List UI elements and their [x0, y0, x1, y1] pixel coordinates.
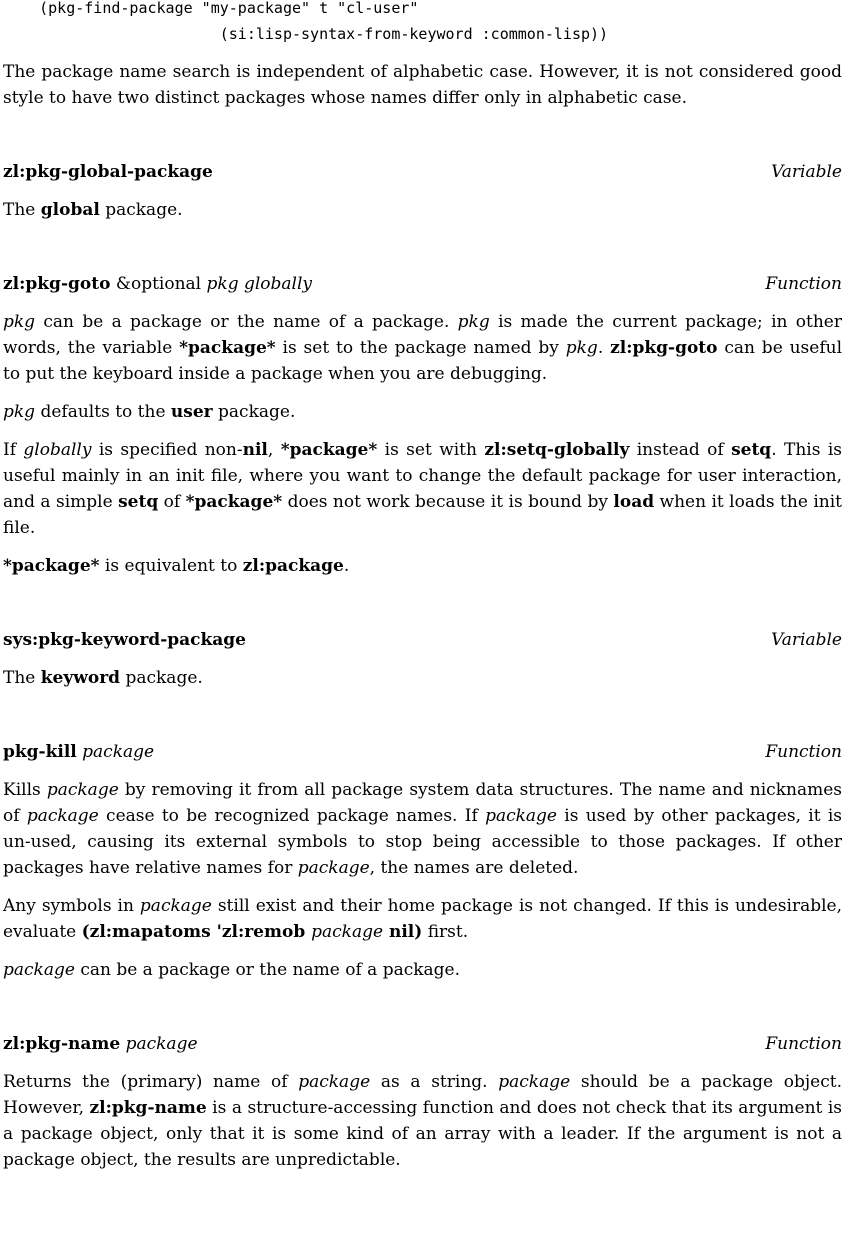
entry-header-keyword-package	[3, 627, 842, 653]
entry-name: sys:pkg-keyword-package	[3, 630, 246, 650]
entry-args: &optional	[110, 274, 207, 294]
intro-paragraph: The package name search is independent of alphabetic case. However, it is not considered good style to have two distinct packages whose names differ only in alphabetic case.	[3, 62, 842, 108]
code-line: (si:lisp-syntax-from-keyword :common-lisp))	[3, 25, 609, 43]
entry-paragraph: Returns the (primary) name of package as a string. package should be a package object. However, zl:pkg-name is a structure-accessing function and does not check that its argument is a package object, only that it is some kind of an array with a leader. If the argument is not a package object, the results are unpredictable.	[3, 1072, 843, 1170]
entry-args-italic: package	[120, 1034, 198, 1054]
entry-args-italic: package	[76, 742, 155, 762]
entry-description: The keyword package.	[3, 668, 203, 688]
entry-paragraph: *package* is equivalent to zl:package.	[3, 556, 350, 576]
entry-name: zl:pkg-global-package	[3, 162, 213, 182]
entry-header-pkg-goto	[3, 271, 842, 297]
entry-kind: Function	[765, 742, 842, 762]
entry-header-global-package	[3, 159, 842, 185]
entry-name: pkg-kill	[3, 742, 77, 762]
entry-paragraph: If globally is specified non-nil, *package* is set with zl:setq-globally instead of setq. This is useful mainly in an init file, where you want to change the default package for user interaction, and a simple setq of *package* does not work because it is bound by load when it loads the init file.	[3, 440, 843, 538]
entry-kind: Variable	[771, 630, 842, 650]
entry-args-italic: pkg globally	[206, 274, 313, 294]
code-example	[3, 0, 842, 47]
entry-kind: Function	[765, 274, 842, 294]
entry-paragraph: Kills package by removing it from all package system data structures. The name and nicknames of package cease to be recognized package names. If package is used by other packages, it is un-used, causing its external symbols to stop being accessible to those packages. If other packages have relative names for package, the names are deleted.	[3, 780, 842, 878]
entry-kind: Variable	[771, 162, 842, 182]
entry-header-pkg-kill	[3, 739, 842, 765]
entry-kind: Function	[765, 1034, 842, 1054]
entry-name: zl:pkg-name	[3, 1034, 121, 1054]
code-line: (pkg-find-package "my-package" t "cl-user"	[3, 0, 419, 17]
entry-paragraph: package can be a package or the name of a package.	[3, 960, 461, 980]
entry-description: The global package.	[3, 200, 183, 220]
entry-header-pkg-name	[3, 1031, 842, 1057]
entry-paragraph: pkg can be a package or the name of a package. pkg is made the current package; in other words, the variable *package* is set to the package named by pkg. zl:pkg-goto can be useful to put the keyboard inside a package when you are debugging.	[3, 312, 843, 384]
document-page	[3, 0, 842, 1173]
entry-paragraph: pkg defaults to the user package.	[3, 402, 296, 422]
entry-name: zl:pkg-goto	[3, 274, 111, 294]
entry-paragraph: Any symbols in package still exist and their home package is not changed. If this is undesirable, evaluate (zl:mapatoms 'zl:remob package nil) first.	[3, 896, 842, 942]
